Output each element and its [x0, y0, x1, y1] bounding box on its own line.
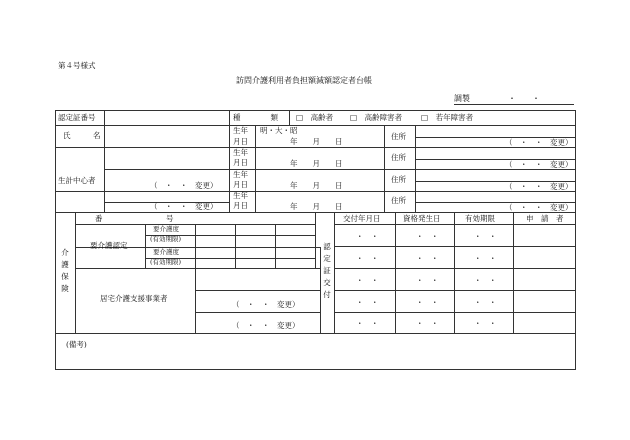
dob-label: 月日	[233, 137, 248, 146]
number-label: 番	[95, 214, 103, 223]
era-options: 明・大・昭	[260, 126, 298, 135]
care-level-label: 要介護度	[153, 248, 179, 256]
dob-date: 年 月 日	[290, 159, 343, 168]
type-option-young-disabled[interactable]: □ 若年障害者	[421, 113, 474, 122]
address-change: （ ・ ・ 変更）	[505, 138, 573, 147]
household-change: （ ・ ・ 変更）	[150, 202, 218, 211]
eligibility-date-cell: ・ ・	[416, 276, 439, 285]
page-title: 訪問介護利用者負担額減額認定者台帳	[236, 76, 372, 85]
address-label: 住所	[391, 153, 406, 162]
address-label: 住所	[391, 175, 406, 184]
cert-no-label: 認定証番号	[58, 113, 96, 122]
household-change: （ ・ ・ 変更）	[150, 181, 218, 190]
applicant-header: 申 請 者	[526, 214, 564, 223]
type-option-elderly-disabled[interactable]: □ 高齢障害者	[350, 113, 403, 122]
dob-label: 生年	[233, 170, 248, 179]
eligibility-date-cell: ・ ・	[416, 232, 439, 241]
issue-date-cell: ・ ・	[356, 276, 379, 285]
dob-label: 月日	[233, 201, 248, 210]
household-label: 生計中心者	[58, 176, 96, 185]
care-level-expiry: (有効期限)	[150, 235, 182, 243]
type-option-elderly[interactable]: □ 高齢者	[296, 113, 334, 122]
form-number: 第４号様式	[58, 61, 96, 70]
cert-issuance-label: 認 定 証 交 付	[323, 242, 331, 299]
issue-date-cell: ・ ・	[356, 232, 379, 241]
eligibility-date-cell: ・ ・	[416, 319, 439, 328]
eligibility-date-header: 資格発生日	[403, 214, 441, 223]
prepared-date: ・ ・	[508, 94, 540, 103]
care-level-label: 要介護度	[153, 225, 179, 233]
address-change: （ ・ ・ 変更）	[505, 203, 573, 212]
prepared-underline	[454, 104, 574, 105]
provider-change: （ ・ ・ 変更）	[232, 321, 300, 330]
dob-label: 月日	[233, 158, 248, 167]
type-label: 種 類	[233, 113, 278, 122]
number-label: 号	[166, 214, 174, 223]
care-level-expiry: (有効期限)	[150, 258, 182, 266]
eligibility-date-cell: ・ ・	[416, 254, 439, 263]
issue-date-header: 交付年月日	[343, 214, 381, 223]
dob-label: 月日	[233, 180, 248, 189]
address-label: 住所	[391, 132, 406, 141]
expiry-cell: ・ ・	[474, 319, 497, 328]
dob-label: 生年	[233, 148, 248, 157]
dob-label: 生年	[233, 126, 248, 135]
dob-date: 年 月 日	[290, 137, 343, 146]
expiry-cell: ・ ・	[474, 254, 497, 263]
provider-change: （ ・ ・ 変更）	[232, 300, 300, 309]
address-change: （ ・ ・ 変更）	[505, 182, 573, 191]
expiry-cell: ・ ・	[474, 276, 497, 285]
remarks-label: (備考)	[66, 340, 87, 349]
address-change: （ ・ ・ 変更）	[505, 160, 573, 169]
expiry-cell: ・ ・	[474, 298, 497, 307]
eligibility-date-cell: ・ ・	[416, 298, 439, 307]
expiry-cell: ・ ・	[474, 232, 497, 241]
name-label: 氏 名	[63, 131, 101, 140]
expiry-header: 有効期限	[465, 214, 495, 223]
issue-date-cell: ・ ・	[356, 254, 379, 263]
issue-date-cell: ・ ・	[356, 319, 379, 328]
prepared-label: 調製	[454, 94, 470, 103]
dob-date: 年 月 日	[290, 181, 343, 190]
dob-date: 年 月 日	[290, 202, 343, 211]
care-insurance-label: 介 護 保 険	[61, 248, 69, 293]
dob-label: 生年	[233, 191, 248, 200]
support-provider-label: 居宅介護支援事業者	[100, 294, 168, 303]
issue-date-cell: ・ ・	[356, 298, 379, 307]
care-cert-label: 要介護認定	[90, 241, 128, 250]
address-label: 住所	[391, 196, 406, 205]
